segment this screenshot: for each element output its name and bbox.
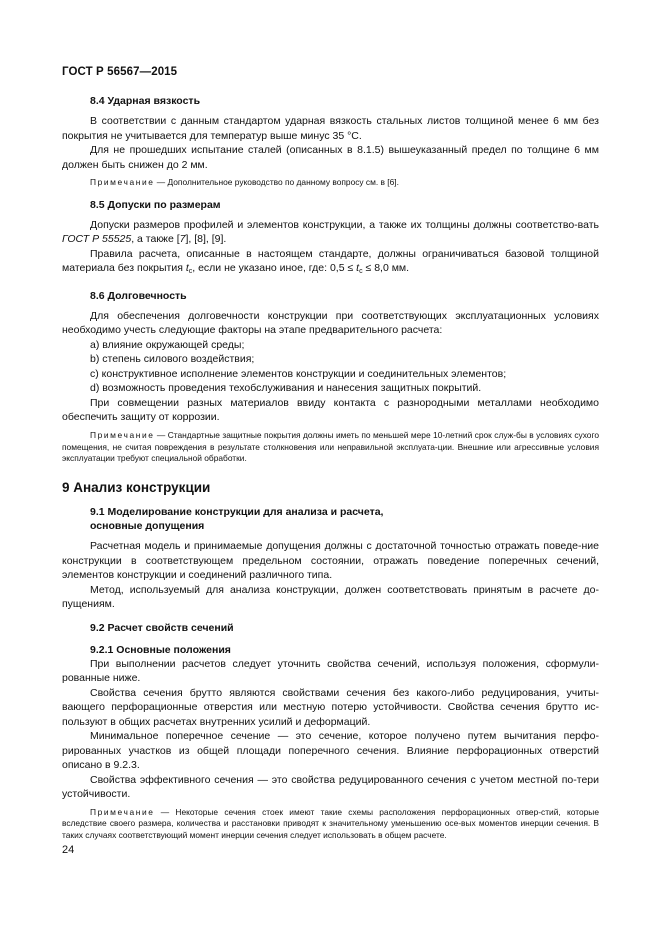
section-8-5-title: 8.5 Допуски по размерам: [90, 198, 221, 211]
standard-header: ГОСТ Р 56567—2015: [62, 66, 178, 78]
s91-paragraph-1: Расчетная модель и принимаемые допущения должны с достаточной точностью отражать поведе-ние конструкции в соответствующем предельном состоянии, отражать поведение поперечных сечений, элементов конструкции и соединений различного типа.: [62, 540, 599, 582]
section-9-2-1-title: 9.2.1 Основные положения: [90, 643, 231, 656]
section-8-6-title: 8.6 Долговечность: [90, 289, 187, 302]
s85-text: , а также [: [131, 233, 180, 246]
note-label: Примечание: [90, 806, 155, 817]
s85-text: Допуски размеров профилей и элементов конструкции, а также их толщины должны соответство-вать: [90, 218, 599, 231]
s921-paragraph-4: Свойства эффективного сечения — это свойства редуцированного сечения с учетом местной по-тери устойчивости.: [62, 773, 599, 801]
s921-paragraph-2: Свойства сечения брутто являются свойствами сечения без какого-либо редуцирования, учиты-вающего перфорационные отверстия или местную потерю устойчивости. Свойства сечения брутто ис-пользуют в общих расчетах внутренних усилий и деформаций.: [62, 686, 599, 728]
reference-7: 7: [179, 233, 186, 246]
page-body: [62, 94, 599, 842]
s921-paragraph-3: Минимальное поперечное сечение — это сечение, которое получено путем вычитания перфо-рированных участков из общей площади поперечного сечения. Влияние перфорационных отверстий описано в 9.2.3.: [62, 730, 599, 772]
reference-gost: ГОСТ Р 55525: [62, 233, 132, 246]
note-label: Примечание: [90, 429, 155, 440]
s85-text: ], [8], [9].: [185, 233, 227, 246]
page-number: 24: [62, 844, 75, 856]
section-8-4-title: 8.4 Ударная вязкость: [90, 95, 201, 107]
s86-note: [62, 430, 599, 465]
s85-text: ≤ 8,0 мм.: [362, 262, 410, 275]
list-item: b) степень силового воздействия;: [90, 353, 255, 366]
note-label: Примечание: [90, 177, 155, 187]
section-9-1-title-line1: 9.1 Моделирование конструкции для анализа и расчета,: [90, 506, 384, 519]
s85-text: , если не указано иное, где: 0,5 ≤: [192, 262, 357, 275]
section-9-1-title-line2: основные допущения: [90, 520, 205, 533]
s86-paragraph-2: При совмещении разных материалов ввиду контакта с разнородными металлами необходимо обеспечить защиту от коррозии.: [62, 396, 599, 424]
subscript-c: c: [188, 268, 193, 276]
list-item: d) возможность проведения техобслуживания и нанесения защитных покрытий.: [90, 382, 482, 395]
s85-paragraph-2: [62, 247, 599, 280]
s85-paragraph-1: [62, 218, 599, 247]
s921-paragraph-1: При выполнении расчетов следует уточнить свойства сечений, используя положения, сформули-рованные ниже.: [62, 657, 599, 685]
section-9-2-title: 9.2 Расчет свойств сечений: [90, 621, 234, 634]
variable-t: t: [356, 262, 360, 275]
s84-paragraph-2: Для не прошедших испытание сталей (описанных в 8.1.5) вышеуказанный предел по толщине 6 мм должен быть снижен до 2 мм.: [62, 144, 599, 171]
note-text: — Некоторые сечения стоек имеют такие схемы расположения перфорационных отвер-стий, которые вследствие своего размера, количества и расстановки приводят к значительному уменьшению осе-вых моментов инерции сечения. В таких случаях соответствующий момент инерции сечения следует использовать в общем расчете.: [62, 806, 599, 841]
s85-text: Правила расчета, описанные в настоящем стандарте, должны ограничиваться базовой толщиной материала без покрытия: [62, 247, 599, 275]
note-text: — Дополнительное руководство по данному вопросу см. в [6].: [154, 177, 399, 187]
s84-paragraph-1: В соответствии с данным стандартом ударная вязкость стальных листов толщиной менее 6 мм без покрытия не учитывается для температур выше минус 35 °С.: [62, 115, 599, 142]
list-item: c) конструктивное исполнение элементов конструкции и соединительных элементов;: [90, 367, 507, 380]
list-item: а) влияние окружающей среды;: [90, 338, 245, 351]
s84-note: [62, 177, 599, 189]
s86-paragraph-1: Для обеспечения долговечности конструкции при соответствующих эксплуатационных условиях необходимо учесть следующие факторы на этапе предварительного расчета:: [62, 309, 599, 337]
variable-t: t: [185, 262, 189, 275]
subscript-c: c: [359, 268, 363, 276]
note-text: — Стандартные защитные покрытия должны иметь по меньшей мере 10-летний срок служ-бы в условиях сухого помещения, не считая повреждения в результате столкновения или неправильной эксплуата-ции. Внешние или агрессивные условия эксплуатации требуют специальной обработки.: [62, 429, 599, 464]
s91-paragraph-2: Метод, используемый для анализа конструкции, должен соответствовать принятым в расчете до-пущениям.: [62, 583, 599, 611]
section-9-title: 9 Анализ конструкции: [62, 480, 211, 496]
s921-note: [62, 807, 599, 842]
